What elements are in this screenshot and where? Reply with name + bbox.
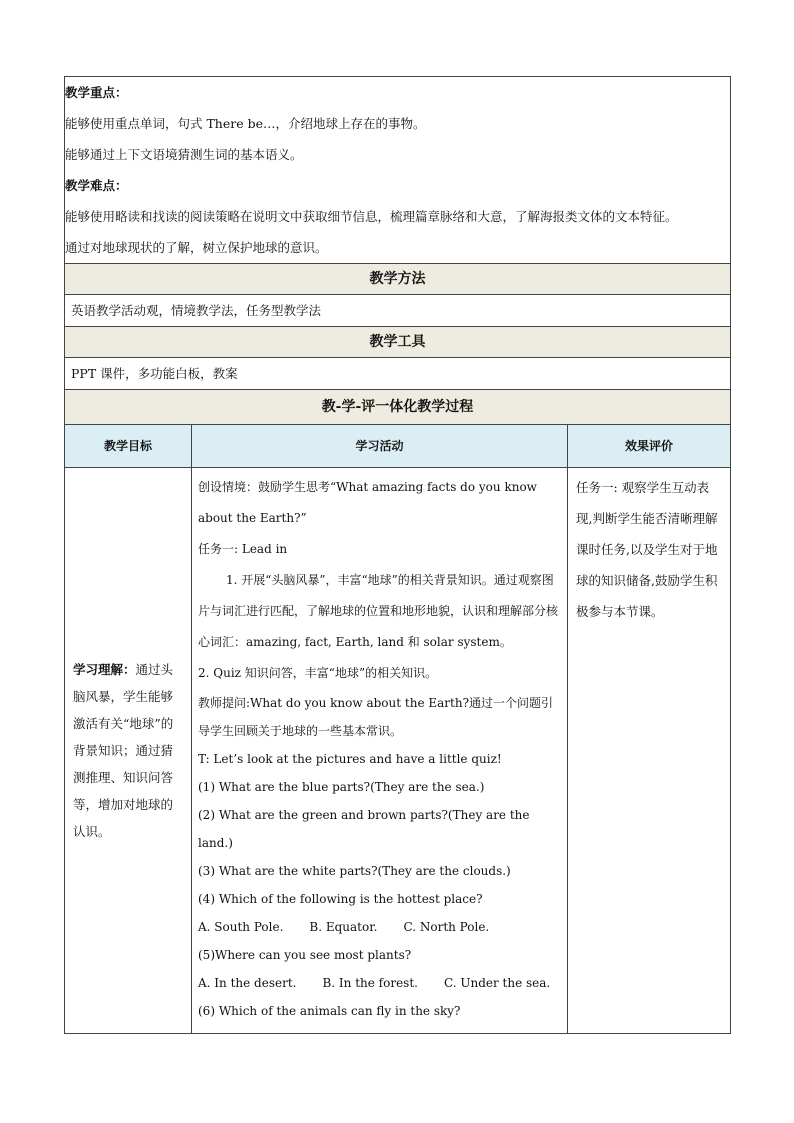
evaluation-cell: [568, 468, 731, 1034]
option-a: A. In the desert.: [198, 976, 297, 990]
quiz-question-6: (6) Which of the animals can fly in the sky?: [198, 1004, 461, 1018]
key-points-title: 教学重点：: [65, 85, 128, 100]
goal-cell: [65, 468, 192, 1034]
option-b: B. Equator.: [309, 920, 378, 934]
difficulty-1: 能够使用略读和找读的阅读策略在说明文中获取细节信息，梳理篇章脉络和大意，了解海报类文体的文本特征。: [65, 209, 678, 224]
methods-content: 英语教学活动观，情境教学法，任务型教学法: [65, 295, 731, 327]
column-header-evaluation: 效果评价: [568, 425, 731, 468]
process-heading: 教-学-评一体化教学过程: [65, 390, 731, 425]
teacher-question: 教师提问:What do you know about the Earth?通过一个问题引导学生回顾关于地球的一些基本常识。: [198, 696, 554, 738]
step-1-text: 1. 开展“头脑风暴”，丰富“地球”的相关背景知识。通过观察图片与词汇进行匹配，了解地球的位置和地形地貌，认识和理解部分核心词汇：amazing, fact, Earth, land 和 solar system。: [198, 573, 559, 649]
key-point-1: 能够使用重点单词，句式 There be…，介绍地球上存在的事物。: [65, 116, 426, 131]
goal-text: [73, 656, 183, 845]
methods-heading: 教学方法: [65, 264, 731, 295]
quiz-question-1: (1) What are the blue parts?(They are the sea.): [198, 780, 485, 794]
quiz-question-2: (2) What are the green and brown parts?(They are the land.): [198, 808, 530, 850]
tools-content: PPT 课件，多功能白板，教案: [65, 358, 731, 390]
column-header-activities: 学习活动: [192, 425, 568, 468]
option-b: B. In the forest.: [322, 976, 418, 990]
quiz-question-5-options: [198, 969, 561, 997]
quiz-question-5: (5)Where can you see most plants?: [198, 948, 412, 962]
objectives-section: [65, 77, 731, 264]
step-2-text: 2. Quiz 知识问答，丰富“地球”的相关知识。: [198, 666, 438, 680]
quiz-question-3: (3) What are the white parts?(They are the clouds.): [198, 864, 511, 878]
lesson-plan-table: [64, 76, 731, 1034]
activities-cell: [192, 468, 568, 1034]
option-a: A. South Pole.: [198, 920, 284, 934]
difficulties-title: 教学难点：: [65, 178, 128, 193]
quiz-question-4: (4) Which of the following is the hottest place?: [198, 892, 483, 906]
teacher-line: T: Let’s look at the pictures and have a little quiz!: [198, 752, 502, 766]
option-c: C. North Pole.: [403, 920, 490, 934]
quiz-question-4-options: [198, 913, 561, 941]
lesson-plan-page: [64, 76, 730, 1034]
option-c: C. Under the sea.: [443, 976, 551, 990]
difficulty-2: 通过对地球现状的了解，树立保护地球的意识。: [65, 240, 328, 255]
scenario-text: 创设情境：鼓励学生思考“What amazing facts do you know about the Earth?”: [198, 480, 537, 525]
goal-label: 学习理解：: [73, 662, 136, 677]
column-header-goal: 教学目标: [65, 425, 192, 468]
evaluation-text: 任务一: 观察学生互动表现,判断学生能否清晰理解课时任务,以及学生对于地球的知识储备,鼓励学生积极参与本节课。: [576, 480, 718, 619]
key-point-2: 能够通过上下文语境猜测生词的基本语义。: [65, 147, 303, 162]
task-1-title: 任务一: Lead in: [198, 542, 288, 556]
tools-heading: 教学工具: [65, 327, 731, 358]
goal-description: 通过头脑风暴，学生能够激活有关“地球”的背景知识；通过猜测推理、知识问答等，增加对地球的认识。: [73, 662, 174, 839]
